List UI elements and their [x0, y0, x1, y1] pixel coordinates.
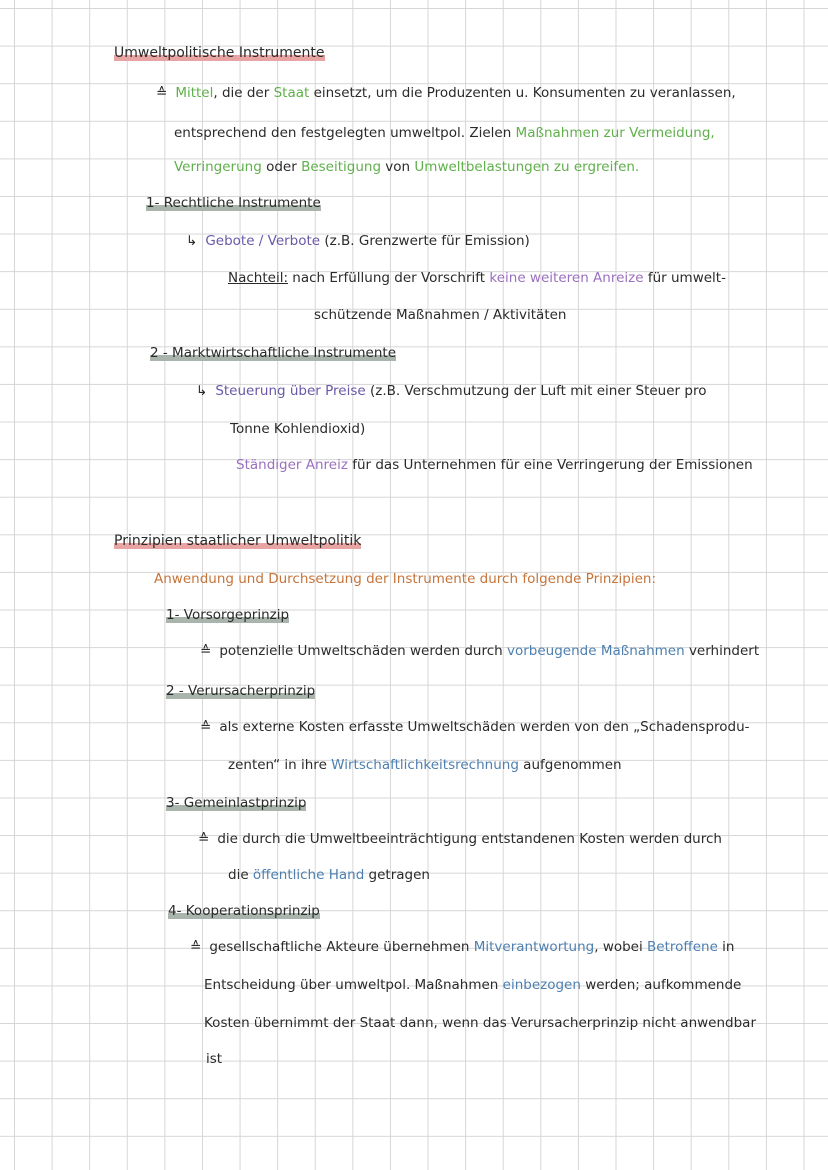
- p3-heading: 3- Gemeinlastprinzip: [166, 795, 307, 811]
- item1-nachteil-cont: schützende Maßnahmen / Aktivitäten: [314, 307, 567, 323]
- p1-heading: 1- Vorsorgeprinzip: [166, 607, 290, 623]
- section2-title: Prinzipien staatlicher Umweltpolitik: [114, 533, 362, 549]
- p4-line-1: ≙ gesellschaftliche Akteure übernehmen Mitverantwortung, wobei Betroffene in: [190, 939, 735, 955]
- arrow-icon: ↳: [186, 233, 198, 249]
- p4-line-2: Entscheidung über umweltpol. Maßnahmen einbezogen werden; aufkommende: [204, 977, 742, 993]
- section2-intro: Anwendung und Durchsetzung der Instrumente durch folgende Prinzipien:: [154, 571, 657, 587]
- item2-sub2: Ständiger Anreiz für das Unternehmen für eine Verringerung der Emissionen: [236, 457, 753, 473]
- item2-sub1-cont: Tonne Kohlendioxid): [230, 421, 366, 437]
- p4-line-4: ist: [206, 1051, 223, 1067]
- p4-line-3: Kosten übernimmt der Staat dann, wenn das Verursacherprinzip nicht anwendbar: [204, 1015, 756, 1031]
- item1-nachteil: Nachteil: nach Erfüllung der Vorschrift keine weiteren Anreize für umwelt-: [228, 270, 726, 286]
- p1-text: ≙ potenzielle Umweltschäden werden durch vorbeugende Maßnahmen verhindert: [200, 643, 760, 659]
- item1-sub1: ↳ Gebote / Verbote (z.B. Grenzwerte für Emission): [186, 233, 530, 249]
- item1-heading: 1- Rechtliche Instrumente: [146, 195, 321, 211]
- p2-line-1: ≙ als externe Kosten erfasste Umweltschäden werden von den „Schadensprodu-: [200, 719, 750, 735]
- p3-line-1: ≙ die durch die Umweltbeeinträchtigung entstandenen Kosten werden durch: [198, 831, 722, 847]
- arrow-icon: ↳: [196, 383, 208, 399]
- p2-heading: 2 - Verursacherprinzip: [166, 683, 316, 699]
- item2-sub1: ↳ Steuerung über Preise (z.B. Verschmutzung der Luft mit einer Steuer pro: [196, 383, 707, 399]
- section1-title: Umweltpolitische Instrumente: [114, 45, 325, 61]
- p2-line-2: zenten“ in ihre Wirtschaftlichkeitsrechnung aufgenommen: [228, 757, 622, 773]
- p3-line-2: die öffentliche Hand getragen: [228, 867, 430, 883]
- item2-heading: 2 - Marktwirtschaftliche Instrumente: [150, 345, 397, 361]
- definition-line-2: entsprechend den festgelegten umweltpol. Zielen Maßnahmen zur Vermeidung,: [174, 125, 715, 141]
- definition-line-3: Verringerung oder Beseitigung von Umweltbelastungen zu ergreifen.: [174, 159, 640, 175]
- definition-line-1: ≙ Mittel, die der Staat einsetzt, um die Produzenten u. Konsumenten zu veranlassen,: [156, 85, 736, 101]
- p4-heading: 4- Kooperationsprinzip: [168, 903, 320, 919]
